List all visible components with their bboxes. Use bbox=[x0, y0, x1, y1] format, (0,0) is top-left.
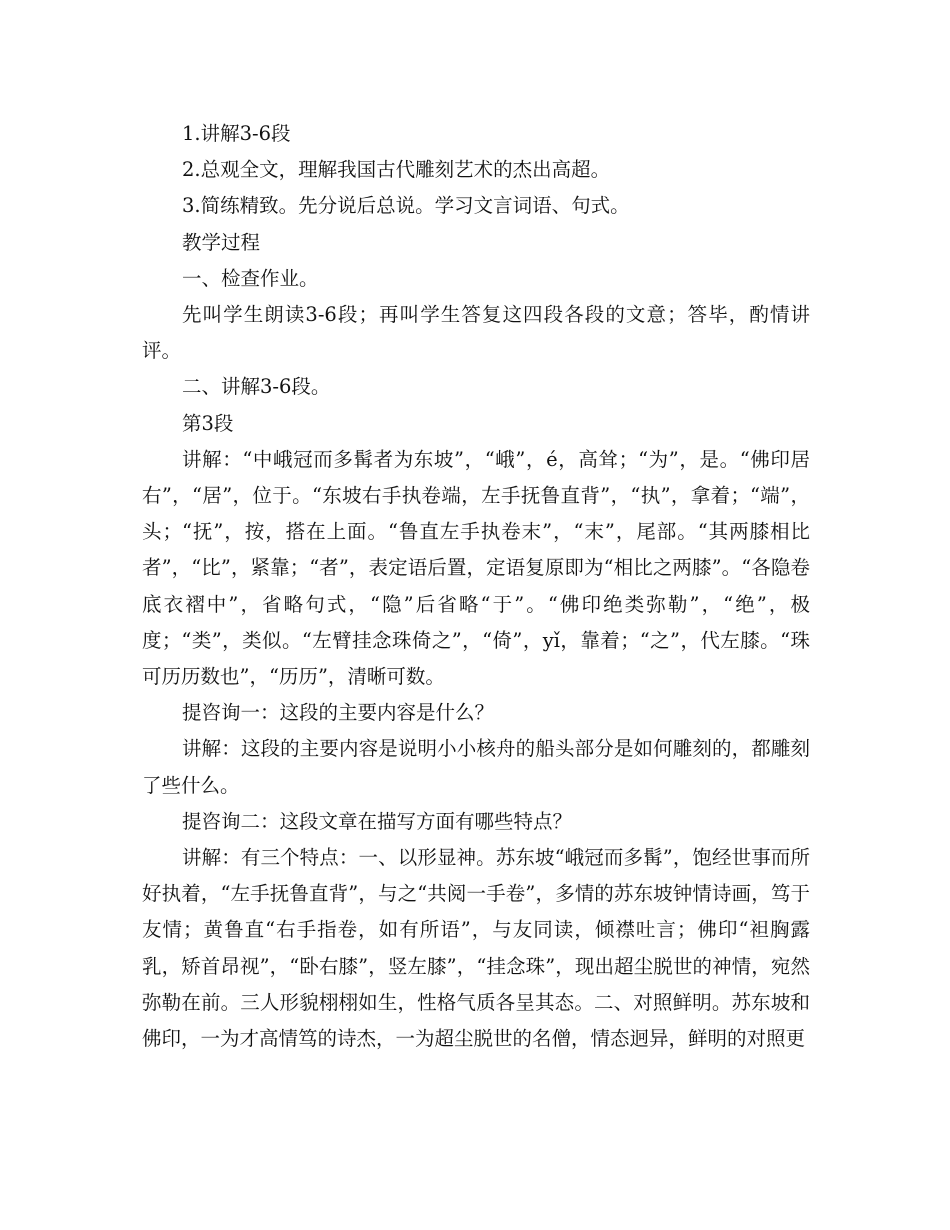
list-item-3: 3.简练精致。先分说后总说。学习文言词语、句式。 bbox=[182, 194, 630, 218]
section-heading-explain-paragraphs: 二、讲解3-6段。 bbox=[182, 375, 331, 399]
list-item-2: 2.总观全文，理解我国古代雕刻艺术的杰出高超。 bbox=[182, 158, 611, 182]
paragraph-vocabulary-explanation: 讲解：“中峨冠而多髯者为东坡”，“峨”，é，高耸；“为”，是。“佛印居右”，“居”，位于。“东坡右手执卷端，左手抚鲁直背”，“执”，拿着；“端”，头；“抚”，按，搭在上面。“鲁直左手执卷末”，“末”，尾部。“其两膝相比者”，“比”，紧靠；“者”，表定语后置，定语复原即为“相比之两膝”。“各隐卷底衣褶中”，省略句式，“隐”后省略“于”。“佛印绝类弥勒”，“绝”，极度；“类”，类似。“左臂挂念珠倚之”，“倚”，yǐ，靠着；“之”，代左膝。“珠可历历数也”，“历历”，清晰可数。 bbox=[142, 447, 810, 689]
list-item-1: 1.讲解3-6段 bbox=[182, 122, 291, 145]
document-body bbox=[142, 116, 810, 1057]
section-heading-check-homework: 一、检查作业。 bbox=[182, 266, 319, 290]
question-2: 提咨询二：这段文章在描写方面有哪些特点？ bbox=[182, 809, 573, 833]
question-1: 提咨询一：这段的主要内容是什么？ bbox=[182, 701, 495, 725]
subheading-paragraph-3: 第3段 bbox=[182, 411, 234, 435]
answer-1: 讲解：这段的主要内容是说明小小核舟的船头部分是如何雕刻的，都雕刻了些什么。 bbox=[142, 737, 810, 797]
paragraph-reading-instructions: 先叫学生朗读3-6段；再叫学生答复这四段各段的文意；答毕，酌情讲评。 bbox=[142, 303, 810, 363]
answer-2: 讲解：有三个特点：一、以形显神。苏东坡“峨冠而多髯”，饱经世事而所好执着，“左手抚鲁直背”，与之“共阅一手卷”，多情的苏东坡钟情诗画，笃于友情；黄鲁直“右手指卷，如有所语”，与友同读，倾襟吐言；佛印“袒胸露乳，矫首昂视”，“卧右膝”，竖左膝”，“挂念珠”，现出超尘脱世的神情，宛然弥勒在前。三人形貌栩栩如生，性格气质各呈其态。二、对照鲜明。苏东坡和佛印，一为才高情笃的诗杰，一为超尘脱世的名僧，情态迥异，鲜明的对照更 bbox=[142, 846, 810, 1051]
section-heading-teaching-process: 教学过程 bbox=[182, 230, 261, 254]
